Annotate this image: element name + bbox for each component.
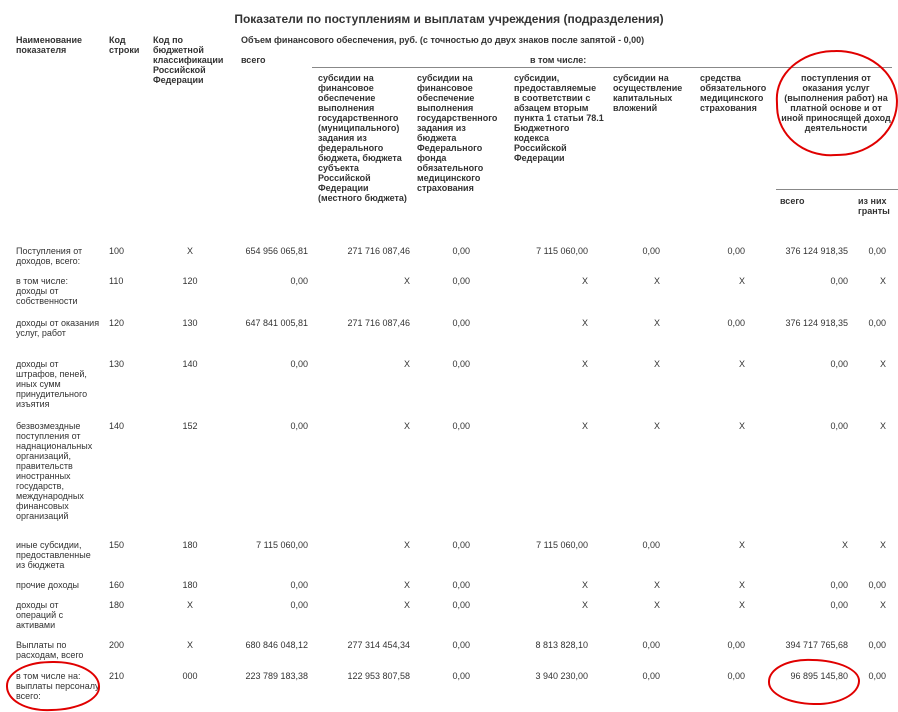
- row-paid-total: 0,00: [830, 421, 848, 431]
- page-title: Показатели по поступлениям и выплатам учреждения (подразделения): [234, 12, 664, 26]
- row-sub-state-task: X: [403, 359, 410, 369]
- row-total: 0,00: [290, 600, 308, 610]
- row-code: 160: [109, 580, 125, 590]
- row-paid-grants: 0,00: [868, 246, 886, 256]
- row-code: 140: [109, 421, 125, 431]
- header-sub-oms: субсидии на финансовое обеспечение выполнения государственного задания из бюджета Федерального фонда обязательного медицинского страхования: [417, 73, 498, 193]
- row-label: в том числе на: выплаты персоналу всего:: [16, 671, 100, 701]
- row-sub-capital: 0,00: [642, 540, 660, 550]
- row-label: доходы от штрафов, пеней, иных сумм принудительного изъятия: [16, 359, 88, 409]
- row-paid-grants: X: [879, 600, 886, 610]
- row-sub-state-task: X: [403, 276, 410, 286]
- row-oms-funds: X: [738, 359, 745, 369]
- header-rule-including: [312, 67, 892, 68]
- row-sub-capital: X: [653, 580, 660, 590]
- row-label: прочие доходы: [16, 580, 79, 590]
- row-sub-oms: 0,00: [452, 600, 470, 610]
- row-total: 223 789 183,38: [245, 671, 308, 681]
- row-label: в том числе: доходы от собственности: [16, 276, 78, 306]
- header-funding: Объем финансового обеспечения, руб. (с точностью до двух знаков после запятой - 0,00): [241, 35, 645, 45]
- row-paid-grants: 0,00: [868, 580, 886, 590]
- header-sub-capital: субсидии на осуществление капитальных вложений: [613, 73, 683, 113]
- row-oms-funds: 0,00: [727, 246, 745, 256]
- header-oms-funds: средства обязательного медицинского страхования: [700, 73, 767, 113]
- row-sub-capital: X: [653, 359, 660, 369]
- row-code: 210: [109, 671, 125, 681]
- row-paid-total: 376 124 918,35: [785, 246, 848, 256]
- row-paid-grants: 0,00: [868, 318, 886, 328]
- row-sub-781: 7 115 060,00: [536, 246, 588, 256]
- row-total: 680 846 048,12: [245, 640, 308, 650]
- row-kbk: 000: [182, 671, 198, 681]
- row-sub-capital: X: [653, 276, 660, 286]
- header-kbk: Код по бюджетной классификации Российской Федерации: [153, 35, 224, 85]
- row-kbk: X: [186, 246, 193, 256]
- row-sub-oms: 0,00: [452, 276, 470, 286]
- row-sub-781: 3 940 230,00: [535, 671, 588, 681]
- row-sub-781: X: [581, 580, 588, 590]
- row-sub-state-task: 277 314 454,34: [347, 640, 410, 650]
- row-paid-total: 0,00: [830, 580, 848, 590]
- row-paid-total: 0,00: [830, 276, 848, 286]
- row-paid-total: 96 895 145,80: [790, 671, 848, 681]
- row-total: 7 115 060,00: [256, 540, 308, 550]
- row-label: доходы от операций с активами: [16, 600, 64, 630]
- row-oms-funds: 0,00: [727, 671, 745, 681]
- row-kbk: 140: [182, 359, 198, 369]
- row-sub-781: X: [581, 421, 588, 431]
- row-paid-total: 376 124 918,35: [785, 318, 848, 328]
- row-label: безвозмездные поступления от наднациональных организаций, правительств иностранных государств, международных финансовых организаций: [16, 421, 93, 521]
- row-sub-state-task: X: [403, 600, 410, 610]
- row-sub-state-task: X: [403, 580, 410, 590]
- row-code: 100: [109, 246, 125, 256]
- header-sub-state-task: субсидии на финансовое обеспечение выполнения государственного (муниципального) задания из федерального бюджета, бюджета субъекта Российской Федерации (местного бюджета): [318, 73, 407, 203]
- row-paid-total: X: [841, 540, 848, 550]
- row-sub-state-task: 122 953 807,58: [347, 671, 410, 681]
- header-name: Наименование показателя: [16, 35, 83, 55]
- row-kbk: X: [186, 640, 193, 650]
- row-code: 150: [109, 540, 125, 550]
- row-label: доходы от оказания услуг, работ: [16, 318, 100, 338]
- row-sub-capital: 0,00: [642, 246, 660, 256]
- row-kbk: 152: [182, 421, 198, 431]
- row-sub-capital: 0,00: [642, 640, 660, 650]
- row-oms-funds: X: [738, 421, 745, 431]
- header-sub-781: субсидии, предоставляемые в соответствии с абзацем вторым пункта 1 статьи 78.1 Бюджетного кодекса Российской Федерации: [514, 73, 604, 163]
- row-sub-state-task: 271 716 087,46: [347, 246, 410, 256]
- header-total: всего: [241, 55, 266, 65]
- row-sub-capital: X: [653, 318, 660, 328]
- row-paid-total: 394 717 765,68: [785, 640, 848, 650]
- row-code: 180: [109, 600, 125, 610]
- row-sub-capital: X: [653, 600, 660, 610]
- row-sub-oms: 0,00: [452, 318, 470, 328]
- row-sub-state-task: X: [403, 421, 410, 431]
- row-sub-781: X: [581, 600, 588, 610]
- row-sub-oms: 0,00: [452, 246, 470, 256]
- row-sub-oms: 0,00: [452, 671, 470, 681]
- row-paid-grants: X: [879, 540, 886, 550]
- row-sub-781: X: [581, 276, 588, 286]
- row-sub-capital: X: [653, 421, 660, 431]
- row-sub-781: 7 115 060,00: [536, 540, 588, 550]
- row-paid-grants: X: [879, 276, 886, 286]
- row-sub-oms: 0,00: [452, 580, 470, 590]
- row-paid-total: 0,00: [830, 600, 848, 610]
- row-sub-state-task: 271 716 087,46: [347, 318, 410, 328]
- annotation-circle-paid-value: [768, 658, 861, 706]
- header-code: Код строки: [109, 35, 140, 55]
- header-paid-total: всего: [780, 196, 805, 206]
- row-kbk: 120: [182, 276, 198, 286]
- row-oms-funds: X: [738, 580, 745, 590]
- row-sub-781: X: [581, 318, 588, 328]
- row-total: 0,00: [290, 359, 308, 369]
- row-kbk: 180: [182, 540, 198, 550]
- row-total: 0,00: [290, 276, 308, 286]
- row-total: 0,00: [290, 421, 308, 431]
- row-total: 654 956 065,81: [245, 246, 308, 256]
- row-paid-grants: X: [879, 359, 886, 369]
- row-total: 647 841 005,81: [245, 318, 308, 328]
- row-paid-grants: X: [879, 421, 886, 431]
- row-oms-funds: X: [738, 540, 745, 550]
- header-including: в том числе:: [530, 55, 587, 65]
- row-code: 110: [109, 276, 124, 286]
- row-sub-oms: 0,00: [452, 540, 470, 550]
- row-sub-capital: 0,00: [642, 671, 660, 681]
- row-paid-grants: 0,00: [868, 671, 886, 681]
- row-total: 0,00: [290, 580, 308, 590]
- header-paid-services: поступления от оказания услуг (выполнения работ) на платной основе и от иной приносящей доход деятельности: [781, 73, 891, 133]
- row-sub-oms: 0,00: [452, 640, 470, 650]
- row-sub-state-task: X: [403, 540, 410, 550]
- row-kbk: 180: [182, 580, 198, 590]
- row-oms-funds: 0,00: [727, 318, 745, 328]
- row-kbk: 130: [182, 318, 198, 328]
- row-label: Выплаты по расходам, всего: [16, 640, 84, 660]
- row-oms-funds: X: [738, 276, 745, 286]
- header-paid-grants: из них гранты: [858, 196, 890, 216]
- header-rule-paid: [776, 189, 898, 190]
- row-oms-funds: X: [738, 600, 745, 610]
- row-code: 200: [109, 640, 125, 650]
- row-oms-funds: 0,00: [727, 640, 745, 650]
- row-label: иные субсидии, предоставленные из бюджета: [16, 540, 91, 570]
- row-code: 130: [109, 359, 125, 369]
- row-code: 120: [109, 318, 125, 328]
- row-paid-grants: 0,00: [868, 640, 886, 650]
- row-sub-oms: 0,00: [452, 421, 470, 431]
- row-label: Поступления от доходов, всего:: [16, 246, 83, 266]
- row-sub-781: X: [581, 359, 588, 369]
- row-paid-total: 0,00: [830, 359, 848, 369]
- row-sub-781: 8 813 828,10: [535, 640, 588, 650]
- row-sub-oms: 0,00: [452, 359, 470, 369]
- row-kbk: X: [186, 600, 193, 610]
